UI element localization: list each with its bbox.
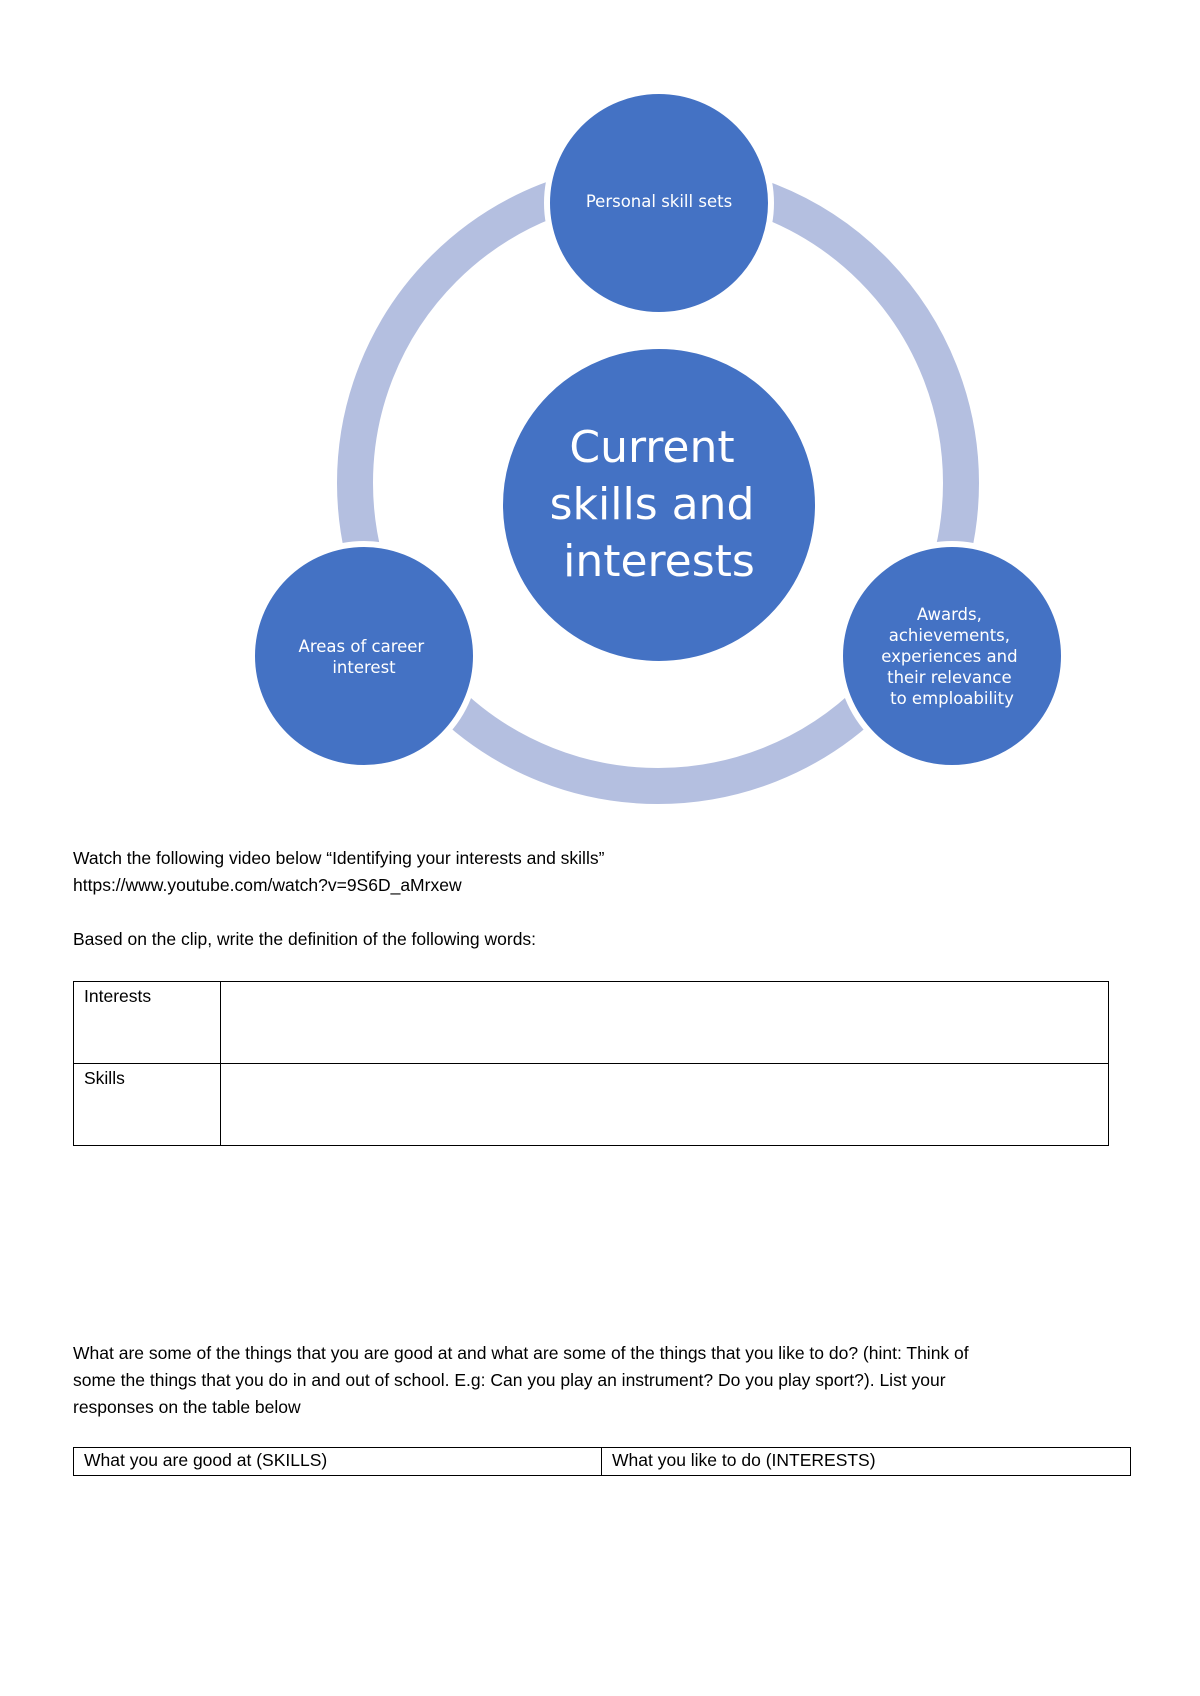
table-header-row	[74, 1448, 1131, 1476]
svg-text:Current skills and int	[550, 422, 769, 587]
awards-label-line: experiences and	[881, 647, 1018, 666]
video-link[interactable]: https://www.youtube.com/watch?v=9S6D_aMrxew	[73, 875, 462, 895]
question-line: What are some of the things that you are good at and what are some of the things that you like to do? (hint: Think of	[73, 1343, 969, 1363]
definition-instruction: Based on the clip, write the definition of the following words:	[73, 929, 537, 949]
definition-answer-cell[interactable]	[221, 1064, 1109, 1146]
definitions-table	[73, 981, 1109, 1146]
career-interest-label-line: Areas of career	[298, 637, 425, 656]
question-line: responses on the table below	[73, 1397, 301, 1417]
awards-label-line: Awards,	[916, 605, 982, 624]
term-cell: Interests	[74, 982, 221, 1064]
skills-cycle-diagram	[0, 0, 1200, 840]
awards-label-line: to emploability	[890, 689, 1014, 708]
center-node-label-line: Current	[569, 422, 735, 473]
personal-skill-sets-label: Personal skill sets	[585, 192, 733, 211]
center-node-label-line: interests	[563, 536, 755, 587]
question-line: some the things that you do in and out of school. E.g: Can you play an instrument? Do you play sport?). List your	[73, 1370, 946, 1390]
table-row	[74, 982, 1109, 1064]
awards-label-line: their relevance	[887, 668, 1012, 687]
table-row	[74, 1064, 1109, 1146]
career-interest-node	[252, 544, 476, 768]
skills-column-header: What you are good at (SKILLS)	[74, 1448, 602, 1476]
center-node-label-line: skills and	[549, 479, 755, 530]
video-instruction: Watch the following video below “Identifying your interests and skills”	[73, 848, 605, 868]
career-interest-label-line: interest	[332, 658, 396, 677]
svg-text:Personal skill sets	[586, 192, 732, 211]
responses-table	[73, 1447, 1131, 1476]
interests-column-header: What you like to do (INTERESTS)	[602, 1448, 1131, 1476]
awards-label-line: achievements,	[888, 626, 1011, 645]
definition-answer-cell[interactable]	[221, 982, 1109, 1064]
term-cell: Skills	[74, 1064, 221, 1146]
